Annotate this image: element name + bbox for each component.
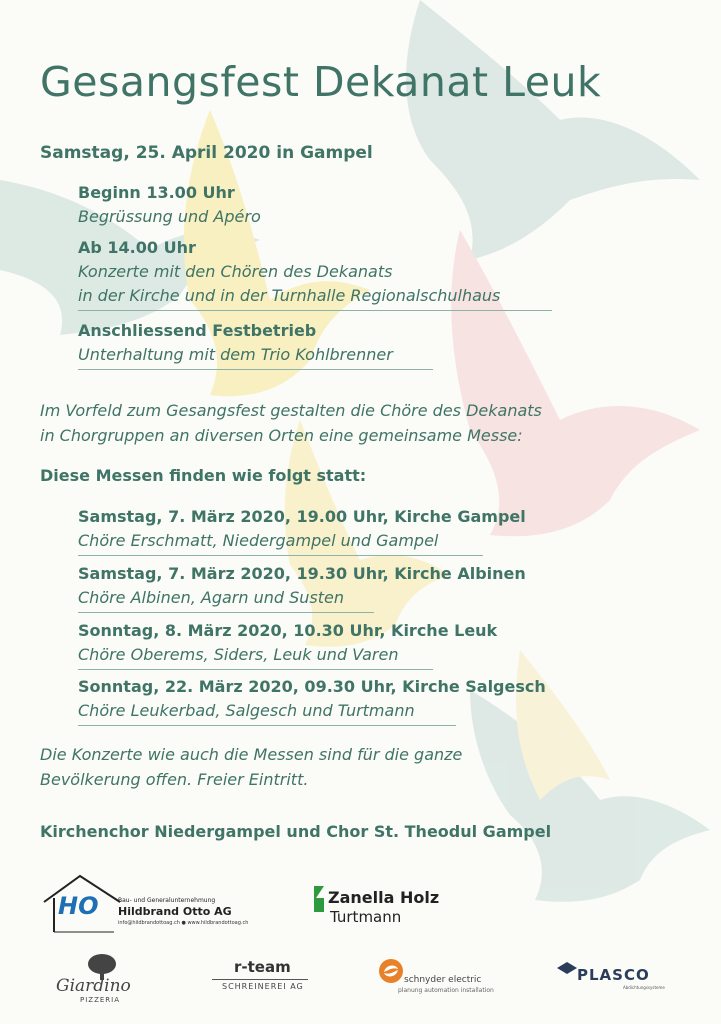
- program-item-concerts: [78, 236, 552, 311]
- sponsor-giardino-logo: [42, 952, 162, 1007]
- mass-choirs: Chöre Leukerbad, Salgesch und Turtmann: [78, 699, 456, 726]
- giardino-name: Giardino: [56, 976, 131, 996]
- sponsor-schnyder-logo: [378, 958, 518, 998]
- schnyder-name: schnyder electric: [404, 975, 482, 985]
- mass-item: [78, 562, 526, 613]
- mass-heading: Samstag, 7. März 2020, 19.00 Uhr, Kirche Gampel: [78, 507, 526, 526]
- plasco-diamond-icon: [555, 960, 579, 976]
- sponsor-rteam-logo: [212, 958, 322, 998]
- program-line: in der Kirche und in der Turnhalle Regionalschulhaus: [78, 284, 552, 311]
- program-heading: Anschliessend Festbetrieb: [78, 321, 317, 340]
- mass-heading: Sonntag, 22. März 2020, 09.30 Uhr, Kirche Salgesch: [78, 677, 546, 696]
- rteam-name: r-team: [234, 958, 291, 976]
- sponsor-plasco-logo: [555, 960, 680, 1000]
- zanella-leaf-icon: [312, 884, 326, 914]
- mass-choirs: Chöre Albinen, Agarn und Susten: [78, 586, 374, 613]
- program-line: Unterhaltung mit dem Trio Kohlbrenner: [78, 343, 433, 370]
- program-line: Konzerte mit den Chören des Dekanats: [78, 262, 393, 281]
- closing-line: Die Konzerte wie auch die Messen sind für die ganze: [40, 745, 463, 764]
- program-heading: Beginn 13.00 Uhr: [78, 183, 235, 202]
- intro-line: Im Vorfeld zum Gesangsfest gestalten die Chöre des Dekanats: [40, 401, 542, 420]
- zanella-location: Turtmann: [330, 908, 402, 926]
- rteam-subtitle: SCHREINEREI AG: [222, 982, 304, 991]
- program-item-festival: [78, 319, 433, 370]
- plasco-name: PLASCO: [577, 966, 650, 984]
- sponsor-zanella-logo: [310, 880, 460, 930]
- rteam-divider: [212, 979, 308, 980]
- giardino-subtitle: PIZZERIA: [80, 996, 121, 1004]
- zanella-name: Zanella Holz: [328, 888, 440, 907]
- program-line: Begrüssung und Apéro: [78, 207, 261, 226]
- hildbrand-tagline: Bau- und Generalunternehmung: [118, 897, 216, 904]
- mass-heading: Sonntag, 8. März 2020, 10.30 Uhr, Kirche Leuk: [78, 621, 498, 640]
- mass-choirs: Chöre Oberems, Siders, Leuk und Varen: [78, 643, 433, 670]
- program-item-start: [78, 181, 261, 231]
- mass-choirs: Chöre Erschmatt, Niedergampel und Gampel: [78, 529, 483, 556]
- plasco-tagline: Abdichtungssysteme: [623, 985, 665, 990]
- mass-item: [78, 675, 546, 726]
- masses-heading: Diese Messen finden wie folgt statt:: [40, 466, 367, 485]
- hildbrand-mark: HO: [58, 892, 99, 920]
- closing-line: Bevölkerung offen. Freier Eintritt.: [40, 770, 309, 789]
- mass-heading: Samstag, 7. März 2020, 19.30 Uhr, Kirche Albinen: [78, 564, 526, 583]
- closing-paragraph: [40, 742, 462, 792]
- program-heading: Ab 14.00 Uhr: [78, 238, 196, 257]
- hildbrand-contact: info@hildbrandottoag.ch ● www.hildbrandottoag.ch: [118, 920, 249, 926]
- intro-paragraph: [40, 398, 542, 448]
- page-title: Gesangsfest Dekanat Leuk: [40, 58, 602, 106]
- mass-item: [78, 619, 497, 670]
- hildbrand-name: Hildbrand Otto AG: [118, 905, 232, 918]
- sponsor-hildbrand-logo: [42, 872, 252, 934]
- schnyder-tagline: planung automation installation: [398, 987, 494, 994]
- mass-item: [78, 505, 526, 556]
- organizers: Kirchenchor Niedergampel und Chor St. Theodul Gampel: [40, 822, 552, 841]
- event-date: Samstag, 25. April 2020 in Gampel: [40, 143, 373, 163]
- schnyder-swirl-icon: [378, 958, 404, 984]
- intro-line: in Chorgruppen an diversen Orten eine gemeinsame Messe:: [40, 426, 523, 445]
